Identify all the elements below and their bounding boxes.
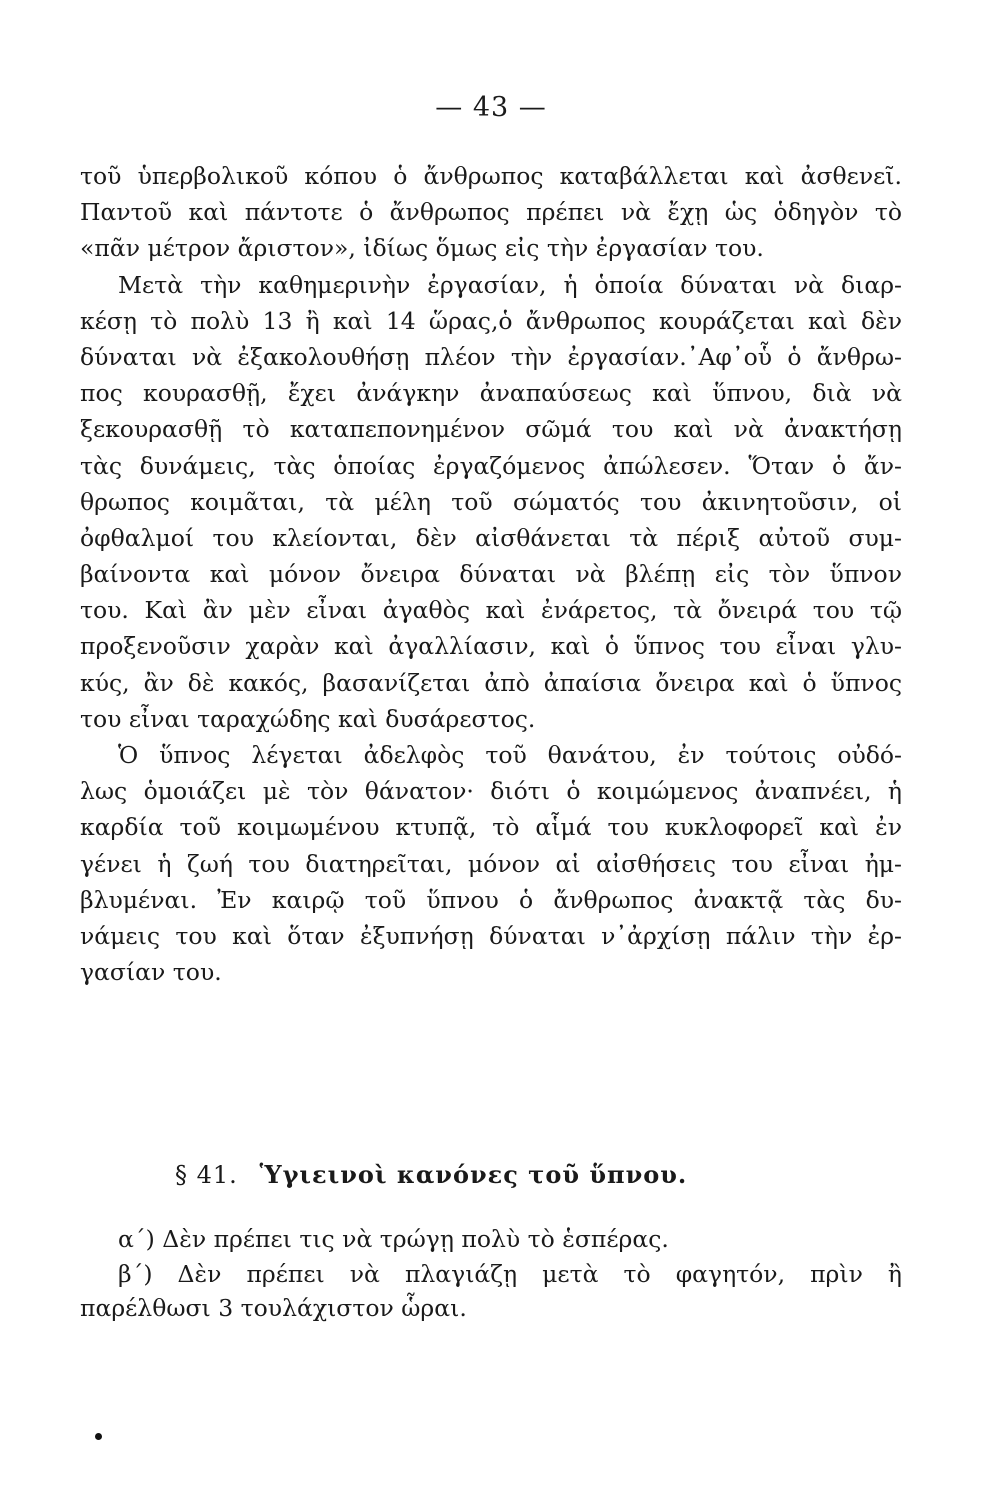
text-line: προξενοῦσιν χαρὰν καὶ ἀγαλλίασιν, καὶ ὁ ὕπνος του εἶναι γλυ- [80, 632, 902, 661]
text-line: γένει ἡ ζωή του διατηρεῖται, μόνον αἱ αἰσθήσεις του εἶναι ἠμ- [80, 849, 902, 878]
text-line: ξεκουρασθῇ τὸ καταπεπονημένον σῶμά του καὶ νὰ ἀνακτήσῃ [80, 415, 902, 444]
text-line: νάμεις του καὶ ὅταν ἐξυπνήσῃ δύναται ν᾿ἀρχίσῃ πάλιν τὴν ἐρ- [80, 921, 902, 950]
text-line: Μετὰ τὴν καθημερινὴν ἐργασίαν, ἡ ὁποία δύναται νὰ διαρ- [118, 270, 902, 299]
text-line: Παντοῦ καὶ πάντοτε ὁ ἄνθρωπος πρέπει νὰ ἔχῃ ὡς ὁδηγὸν τὸ [80, 198, 902, 227]
text-line: καρδία τοῦ κοιμωμένου κτυπᾷ, τὸ αἷμά του κυκλοφορεῖ καὶ ἐν [80, 813, 902, 842]
text-line: βαίνοντα καὶ μόνον ὄνειρα δύναται νὰ βλέπῃ εἰς τὸν ὕπνον [80, 560, 902, 589]
text-line: τὰς δυνάμεις, τὰς ὁποίας ἐργαζόμενος ἀπώλεσεν. Ὅταν ὁ ἄν- [80, 451, 902, 480]
section-number: § 41. [175, 1161, 238, 1189]
text-line: πος κουρασθῇ, ἔχει ἀνάγκην ἀναπαύσεως καὶ ὕπνου, διὰ νὰ [80, 379, 902, 408]
body-text [80, 158, 902, 990]
text-line: του εἶναι ταραχώδης καὶ δυσάρεστος. [80, 704, 536, 733]
text-line: Ὁ ὕπνος λέγεται ἀδελφὸς τοῦ θανάτου, ἐν τούτοις οὐδό- [118, 741, 902, 769]
rule-item: β΄) Δὲν πρέπει νὰ πλαγιάζῃ μετὰ τὸ φαγητόν, πρὶν ἢ [118, 1259, 902, 1288]
rule-item: α΄) Δὲν πρέπει τις νὰ τρώγῃ πολὺ τὸ ἑσπέρας. [118, 1225, 669, 1253]
text-line: λως ὁμοιάζει μὲ τὸν θάνατον· διότι ὁ κοιμώμενος ἀναπνέει, ἡ [80, 777, 902, 806]
rules-list [80, 1222, 902, 1326]
text-line: κύς, ἂν δὲ κακός, βασανίζεται ἀπὸ ἀπαίσια ὄνειρα καὶ ὁ ὕπνος [80, 668, 902, 697]
text-line: βλυμέναι. Ἐν καιρῷ τοῦ ὕπνου ὁ ἄνθρωπος ἀνακτᾷ τὰς δυ- [80, 885, 902, 914]
text-line: κέσῃ τὸ πολὺ 13 ἢ καὶ 14 ὥρας,ὁ ἄνθρωπος κουράζεται καὶ δὲν [80, 306, 902, 335]
page-number: — 43 — [435, 92, 547, 123]
text-line: «πᾶν μέτρον ἄριστον», ἰδίως ὅμως εἰς τὴν ἐργασίαν του. [80, 234, 764, 263]
text-line: γασίαν του. [80, 958, 222, 987]
text-line: του. Καὶ ἂν μὲν εἶναι ἀγαθὸς καὶ ἐνάρετος, τὰ ὄνειρά του τῷ [80, 596, 902, 625]
section-title: Ὑγιεινοὶ κανόνες τοῦ ὕπνου. [259, 1160, 688, 1189]
text-line: θρωπος κοιμᾶται, τὰ μέλη τοῦ σώματός του ἀκινητοῦσιν, οἱ [80, 487, 902, 516]
text-line: ὀφθαλμοί του κλείονται, δὲν αἰσθάνεται τὰ πέριξ αὐτοῦ συμ- [80, 523, 902, 552]
section-heading [175, 1160, 687, 1189]
ink-dot-mark [95, 1433, 102, 1440]
text-line: τοῦ ὑπερβολικοῦ κόπου ὁ ἄνθρωπος καταβάλλεται καὶ ἀσθενεῖ. [80, 162, 902, 190]
text-line: δύναται νὰ ἐξακολουθήσῃ πλέον τὴν ἐργασίαν.᾿Αφ᾿οὗ ὁ ἄνθρω- [80, 342, 902, 371]
rule-item-continuation: παρέλθωσι 3 τουλάχιστον ὧραι. [80, 1294, 467, 1322]
